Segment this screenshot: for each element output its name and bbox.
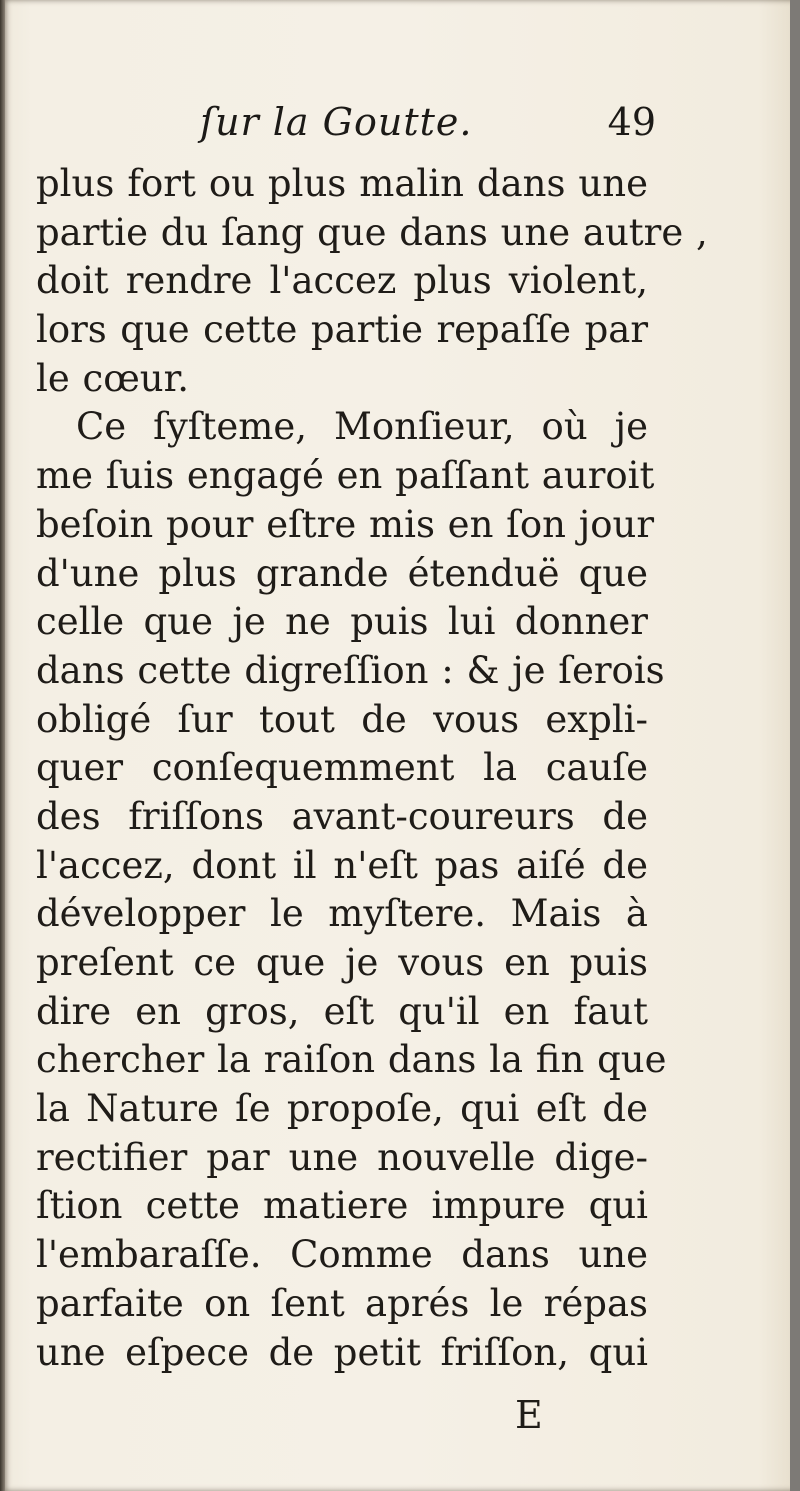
text-line: dire en gros, eſt qu'il en faut [36, 989, 648, 1033]
text-line: partie du ſang que dans une autre , [36, 210, 708, 254]
text-line: ſtion cette matiere impure qui [36, 1184, 648, 1228]
signature-mark: E [515, 1393, 543, 1437]
book-spine-edge [0, 0, 5, 1491]
text-line: Ce ſyſteme, Monſieur, où je [76, 405, 648, 449]
text-line: développer le myſtere. Mais à [36, 892, 648, 936]
text-line: plus fort ou plus malin dans une [36, 162, 648, 205]
body-text [36, 160, 708, 1377]
text-line: rectifier par une nouvelle dige- [36, 1135, 648, 1179]
text-line: quer conſequemment la cauſe [36, 746, 648, 790]
text-line: chercher la raiſon dans la fin que [36, 1038, 667, 1082]
text-line: des friſſons avant-coureurs de [36, 794, 648, 838]
text-line: le cœur. [36, 356, 190, 400]
page-number: 49 [607, 100, 656, 144]
text-line: beſoin pour eſtre mis en ſon jour [36, 502, 654, 546]
text-line: celle que je ne puis lui donner [36, 600, 648, 644]
text-line: d'une plus grande étenduë que [36, 551, 648, 595]
text-line: me ſuis engagé en paſſant auroit [36, 454, 655, 498]
text-line: la Nature ſe propoſe, qui eſt de [36, 1087, 648, 1131]
text-line: l'embaraſſe. Comme dans une [36, 1233, 648, 1277]
text-line: une eſpece de petit friſſon, qui [36, 1330, 648, 1374]
text-line: lors que cette partie repaſſe par [36, 308, 648, 352]
text-line: l'accez, dont il n'eſt pas aiſé de [36, 843, 648, 887]
text-line: doit rendre l'accez plus violent, [36, 259, 648, 303]
text-line: dans cette digreſſion : & je ſerois [36, 648, 665, 692]
text-line: preſent ce que je vous en puis [36, 941, 648, 984]
text-line: parfaite on ſent aprés le répas [36, 1281, 648, 1325]
page-header [200, 100, 660, 156]
text-line: obligé ſur tout de vous expli- [36, 697, 648, 741]
running-title: ſur la Goutte. [200, 100, 473, 144]
